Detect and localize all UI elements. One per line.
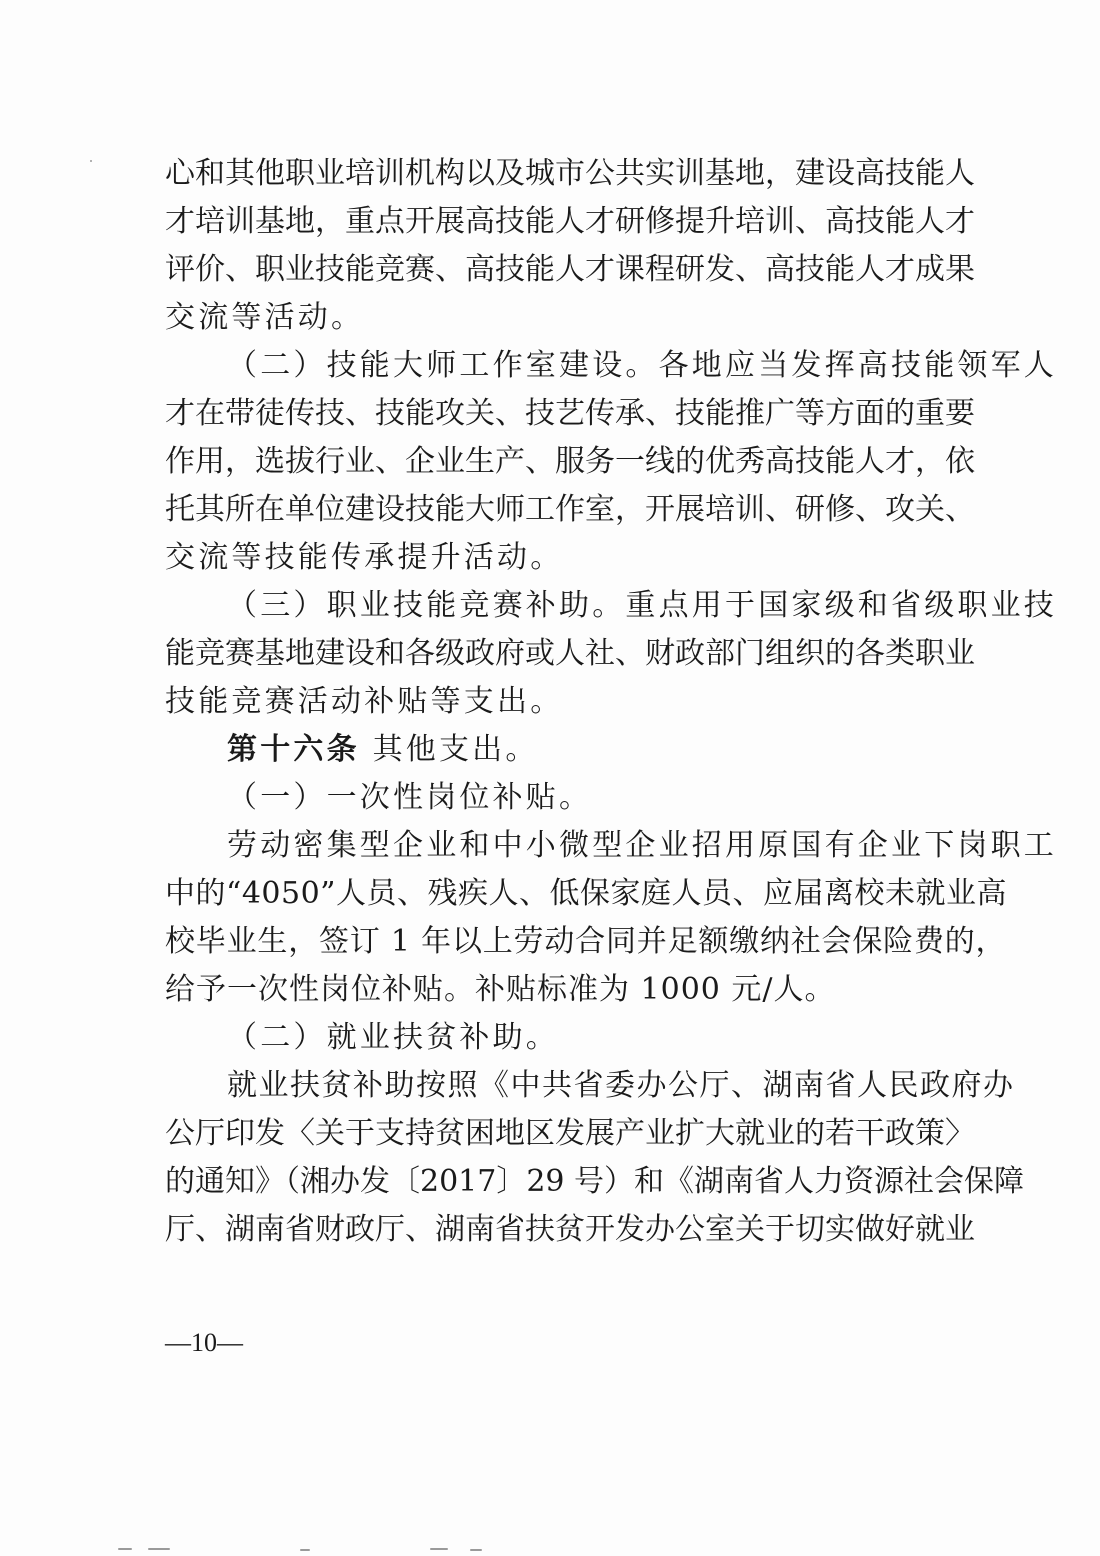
- text-line: 托其所在单位建设技能大师工作室，开展培训、研修、攻关、: [165, 492, 975, 527]
- scan-speck: [148, 1548, 170, 1550]
- section-heading: （二）技能大师工作室建设。各地应当发挥高技能领军人: [227, 348, 1057, 383]
- text-line: 就业扶贫补助按照《中共省委办公厅、湖南省人民政府办: [227, 1068, 1015, 1103]
- section-heading: （一）一次性岗位补贴。: [227, 780, 593, 815]
- section-heading: （二）就业扶贫补助。: [227, 1020, 559, 1055]
- scan-speck: [118, 1548, 132, 1550]
- text-line: 能竞赛基地建设和各级政府或人社、财政部门组织的各类职业: [165, 636, 975, 671]
- text-line: 的通知》（湘办发〔2017〕29 号）和《湖南省人力资源社会保障: [165, 1164, 1025, 1199]
- text-line: 评价、职业技能竞赛、高技能人才课程研发、高技能人才成果: [165, 252, 975, 287]
- text-line: 中的“4050”人员、残疾人、低保家庭人员、应届离校未就业高: [165, 876, 1008, 911]
- text-line: 劳动密集型企业和中小微型企业招用原国有企业下岗职工: [227, 828, 1057, 863]
- scan-speck: [300, 1549, 310, 1551]
- text-line: 公厅印发〈关于支持贫困地区发展产业扩大就业的若干政策〉: [165, 1116, 975, 1151]
- article-heading: 第十六条: [227, 732, 360, 767]
- text-line: 才培训基地，重点开展高技能人才研修提升培训、高技能人才: [165, 204, 975, 239]
- scan-speck: [90, 160, 92, 162]
- text-line: 心和其他职业培训机构以及城市公共实训基地，建设高技能人: [165, 156, 975, 191]
- article-title: 其他支出。: [372, 732, 539, 767]
- page-number: —10—: [165, 1328, 243, 1357]
- scan-speck: [430, 1548, 448, 1550]
- text-line: 校毕业生，签订 1 年以上劳动合同并足额缴纳社会保险费的，: [165, 924, 1007, 959]
- scan-speck: [470, 1549, 482, 1551]
- text-line: 交流等技能传承提升活动。: [165, 540, 564, 575]
- text-line: 才在带徒传技、技能攻关、技艺传承、技能推广等方面的重要: [165, 396, 975, 431]
- section-heading: （三）职业技能竞赛补助。重点用于国家级和省级职业技: [227, 588, 1057, 623]
- text-line: 作用，选拔行业、企业生产、服务一线的优秀高技能人才，依: [165, 444, 975, 479]
- article-line: [165, 726, 940, 774]
- text-line: 技能竞赛活动补贴等支出。: [165, 684, 564, 719]
- text-line: 厅、湖南省财政厅、湖南省扶贫开发办公室关于切实做好就业: [165, 1212, 975, 1247]
- text-line: 给予一次性岗位补贴。补贴标准为 1000 元/人。: [165, 972, 836, 1007]
- text-line: 交流等活动。: [165, 300, 365, 335]
- body-text: [165, 150, 1057, 1254]
